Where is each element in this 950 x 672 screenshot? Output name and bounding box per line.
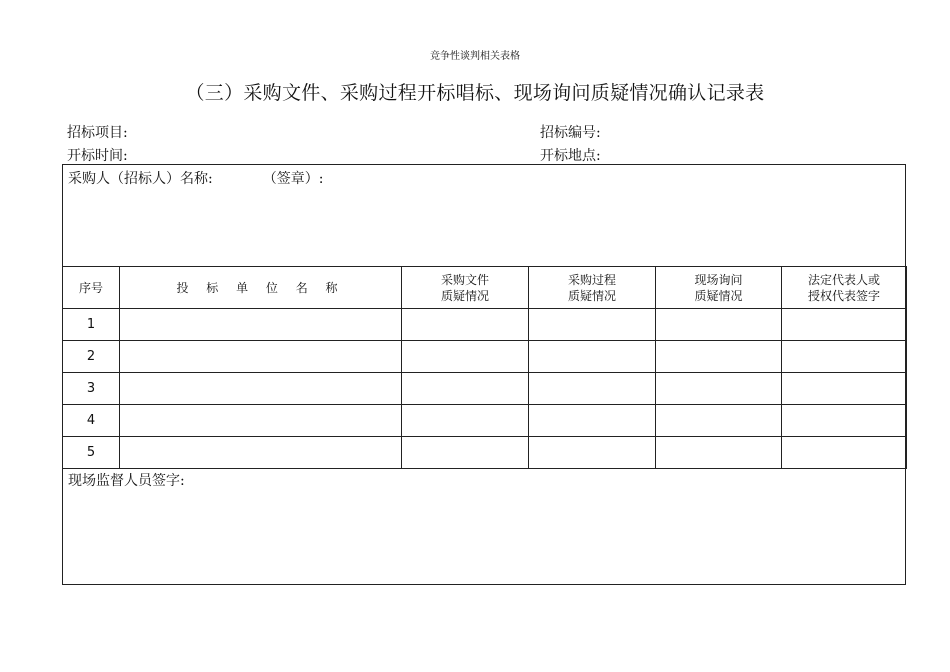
doc-question-cell[interactable] — [402, 309, 529, 341]
table-row — [63, 373, 907, 405]
row-number: 3 — [63, 373, 120, 405]
row-number: 4 — [63, 405, 120, 437]
table-row — [63, 437, 907, 469]
seal-label: （签章）: — [262, 171, 324, 187]
doc-question-cell[interactable] — [402, 341, 529, 373]
process-question-cell[interactable] — [529, 309, 656, 341]
purchaser-section[interactable] — [63, 165, 905, 267]
record-form — [62, 164, 906, 585]
onsite-question-cell[interactable] — [656, 437, 782, 469]
bidder-name-cell[interactable] — [120, 405, 402, 437]
col-header-process-question: 采购过程 质疑情况 — [529, 267, 656, 309]
col-header-doc-question: 采购文件 质疑情况 — [402, 267, 529, 309]
bidder-name-cell[interactable] — [120, 373, 402, 405]
table-header-row — [63, 267, 907, 309]
onsite-question-cell[interactable] — [656, 341, 782, 373]
bid-number-label: 招标编号: — [540, 125, 601, 141]
row-number: 1 — [63, 309, 120, 341]
supervisor-section[interactable] — [63, 467, 905, 584]
table-row — [63, 341, 907, 373]
process-question-cell[interactable] — [529, 437, 656, 469]
bidder-table — [62, 266, 907, 469]
page-header-note: 竞争性谈判相关表格 — [430, 51, 520, 62]
bidder-name-cell[interactable] — [120, 437, 402, 469]
signature-cell[interactable] — [782, 341, 907, 373]
signature-cell[interactable] — [782, 437, 907, 469]
signature-cell[interactable] — [782, 309, 907, 341]
table-row — [63, 405, 907, 437]
row-number: 5 — [63, 437, 120, 469]
project-label: 招标项目: — [67, 125, 128, 141]
bidder-name-cell[interactable] — [120, 309, 402, 341]
col-header-rep-signature: 法定代表人或 授权代表签字 — [782, 267, 907, 309]
signature-cell[interactable] — [782, 373, 907, 405]
open-time-label: 开标时间: — [67, 148, 128, 164]
doc-question-cell[interactable] — [402, 405, 529, 437]
doc-question-cell[interactable] — [402, 437, 529, 469]
page-title: （三）采购文件、采购过程开标唱标、现场询问质疑情况确认记录表 — [185, 82, 765, 104]
open-place-label: 开标地点: — [540, 148, 601, 164]
onsite-question-cell[interactable] — [656, 373, 782, 405]
supervisor-signature-label: 现场监督人员签字: — [68, 473, 185, 489]
process-question-cell[interactable] — [529, 405, 656, 437]
purchaser-name-label: 采购人（招标人）名称: — [68, 171, 213, 187]
row-number: 2 — [63, 341, 120, 373]
bidder-name-cell[interactable] — [120, 341, 402, 373]
process-question-cell[interactable] — [529, 341, 656, 373]
doc-question-cell[interactable] — [402, 373, 529, 405]
col-header-bidder: 投 标 单 位 名 称 — [120, 267, 402, 309]
onsite-question-cell[interactable] — [656, 405, 782, 437]
col-header-onsite-question: 现场询问 质疑情况 — [656, 267, 782, 309]
signature-cell[interactable] — [782, 405, 907, 437]
onsite-question-cell[interactable] — [656, 309, 782, 341]
col-header-no: 序号 — [63, 267, 120, 309]
process-question-cell[interactable] — [529, 373, 656, 405]
table-row — [63, 309, 907, 341]
